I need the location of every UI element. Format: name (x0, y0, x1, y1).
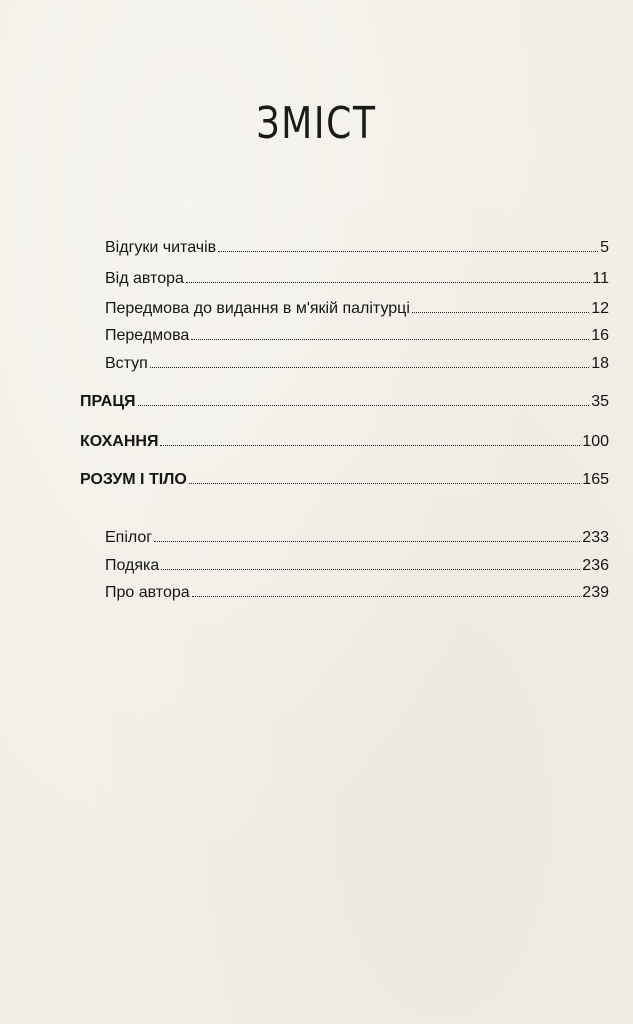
toc-entry-label: Відгуки читачів (105, 239, 217, 256)
toc-part-label: ПРАЦЯ (80, 393, 136, 410)
toc-dot-leader (412, 311, 589, 313)
toc-entry-page: 11 (592, 270, 609, 287)
toc-entry-label: Від автора (105, 270, 184, 287)
toc-entry-page: 18 (591, 355, 609, 372)
toc-dot-leader (191, 338, 589, 340)
toc-part-page: 165 (582, 471, 609, 488)
toc-part-label: КОХАННЯ (80, 433, 159, 450)
toc-dot-leader (218, 250, 598, 252)
toc-entry-label: Передмова до видання в м'якій палітурці (105, 300, 410, 317)
toc-entry-label: Про автора (105, 584, 190, 601)
toc-part-page: 35 (591, 393, 609, 410)
toc-dot-leader (186, 281, 590, 283)
toc-part-page: 100 (582, 433, 609, 450)
toc-part-love (80, 432, 609, 452)
toc-entry-label: Епілог (105, 529, 153, 546)
toc-dot-leader (154, 540, 580, 542)
toc-entry-from-author (105, 269, 609, 289)
toc-entry-paperback-preface (105, 299, 609, 319)
toc-dot-leader (161, 568, 580, 570)
toc-entry-page: 239 (582, 584, 609, 601)
toc-part-work (80, 392, 609, 412)
toc-entry-about-author (105, 583, 609, 603)
toc-entry-page: 12 (591, 300, 609, 317)
toc-entry-reader-reviews (105, 238, 609, 258)
toc-dot-leader (150, 366, 589, 368)
toc-entry-epilogue (105, 528, 609, 548)
page-title: ЗМІСТ (256, 98, 377, 149)
toc-part-label: РОЗУМ І ТІЛО (80, 471, 187, 488)
toc-entry-page: 5 (600, 239, 609, 256)
toc-dot-leader (189, 482, 580, 484)
toc-entry-introduction (105, 354, 609, 374)
toc-entry-label: Подяка (105, 557, 160, 574)
toc-part-mind-and-body (80, 470, 609, 490)
toc-entry-page: 236 (582, 557, 609, 574)
toc-entry-page: 16 (591, 327, 609, 344)
toc-entry-label: Передмова (105, 327, 190, 344)
toc-entry-label: Вступ (105, 355, 148, 372)
toc-dot-leader (138, 404, 590, 406)
toc-entry-page: 233 (582, 529, 609, 546)
toc-dot-leader (160, 444, 580, 446)
toc-entry-acknowledgements (105, 556, 609, 576)
toc-dot-leader (192, 595, 581, 597)
toc-entry-preface (105, 326, 609, 346)
